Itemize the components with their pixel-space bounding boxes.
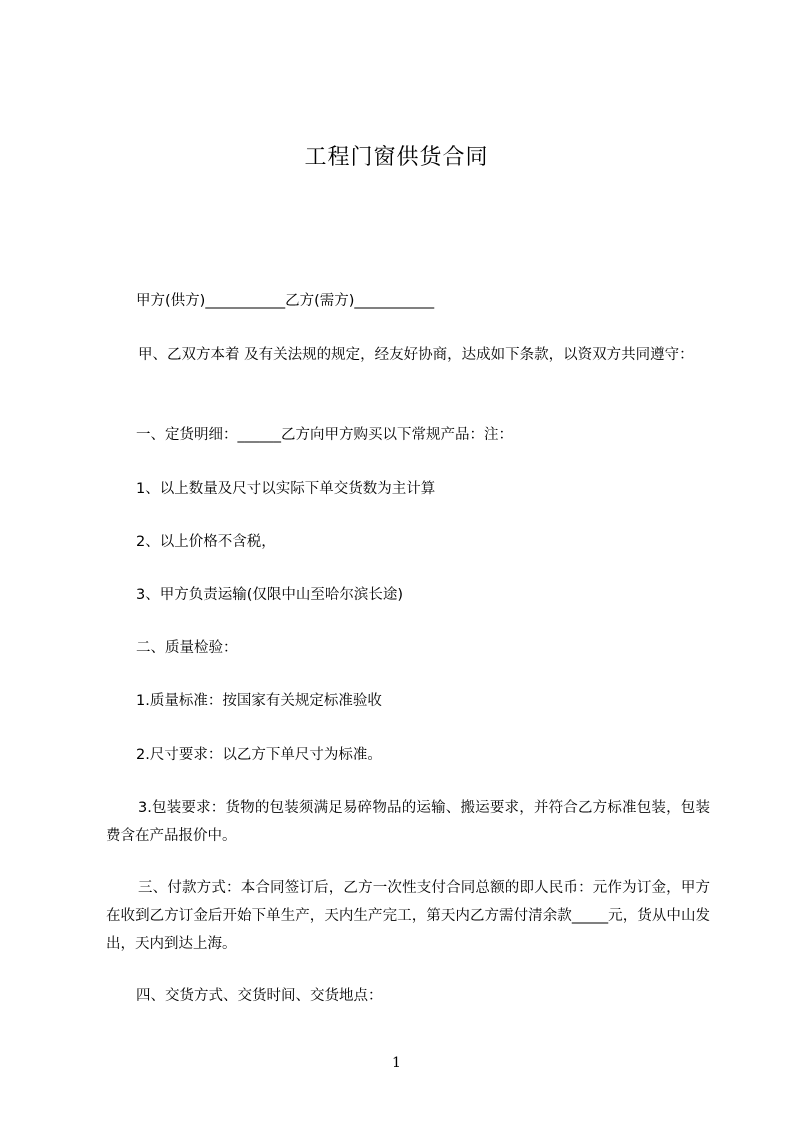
quality-3-paragraph bbox=[106, 794, 710, 850]
section-2-heading: 二、质量检验： bbox=[136, 640, 238, 656]
section-3-paragraph bbox=[106, 874, 710, 958]
parties-line: 甲方(供方)___________乙方(需方)___________ bbox=[136, 293, 435, 309]
intro-paragraph bbox=[106, 341, 710, 369]
quality-1: 1.质量标准：按国家有关规定标准验收 bbox=[136, 693, 382, 709]
section-3-text: 三、付款方式：本合同签订后，乙方一次性支付合同总额的即人民币：元作为订金，甲方在收到乙方订金后开始下单生产，天内生产完工，第天内乙方需付清余款_____元，货从中山发出，天内到达上海。 bbox=[106, 880, 710, 952]
note-2: 2、以上价格不含税， bbox=[136, 534, 276, 550]
note-1: 1、以上数量及尺寸以实际下单交货数为主计算 bbox=[136, 481, 436, 497]
document-title: 工程门窗供货合同 bbox=[304, 145, 489, 170]
page-number: 1 bbox=[392, 1055, 401, 1071]
section-1-heading: 一、定货明细：______乙方向甲方购买以下常规产品：注： bbox=[136, 427, 513, 443]
quality-2: 2.尺寸要求：以乙方下单尺寸为标准。 bbox=[136, 747, 382, 763]
note-3: 3、甲方负责运输(仅限中山至哈尔滨长途) bbox=[136, 587, 404, 603]
quality-3: 3.包装要求：货物的包装须满足易碎物品的运输、搬运要求，并符合乙方标准包装，包装费含在产品报价中。 bbox=[106, 800, 710, 844]
section-4-heading: 四、交货方式、交货时间、交货地点： bbox=[136, 988, 383, 1004]
intro-text: 甲、乙双方本着 及有关法规的规定，经友好协商，达成如下条款，以资双方共同遵守： bbox=[138, 347, 694, 363]
